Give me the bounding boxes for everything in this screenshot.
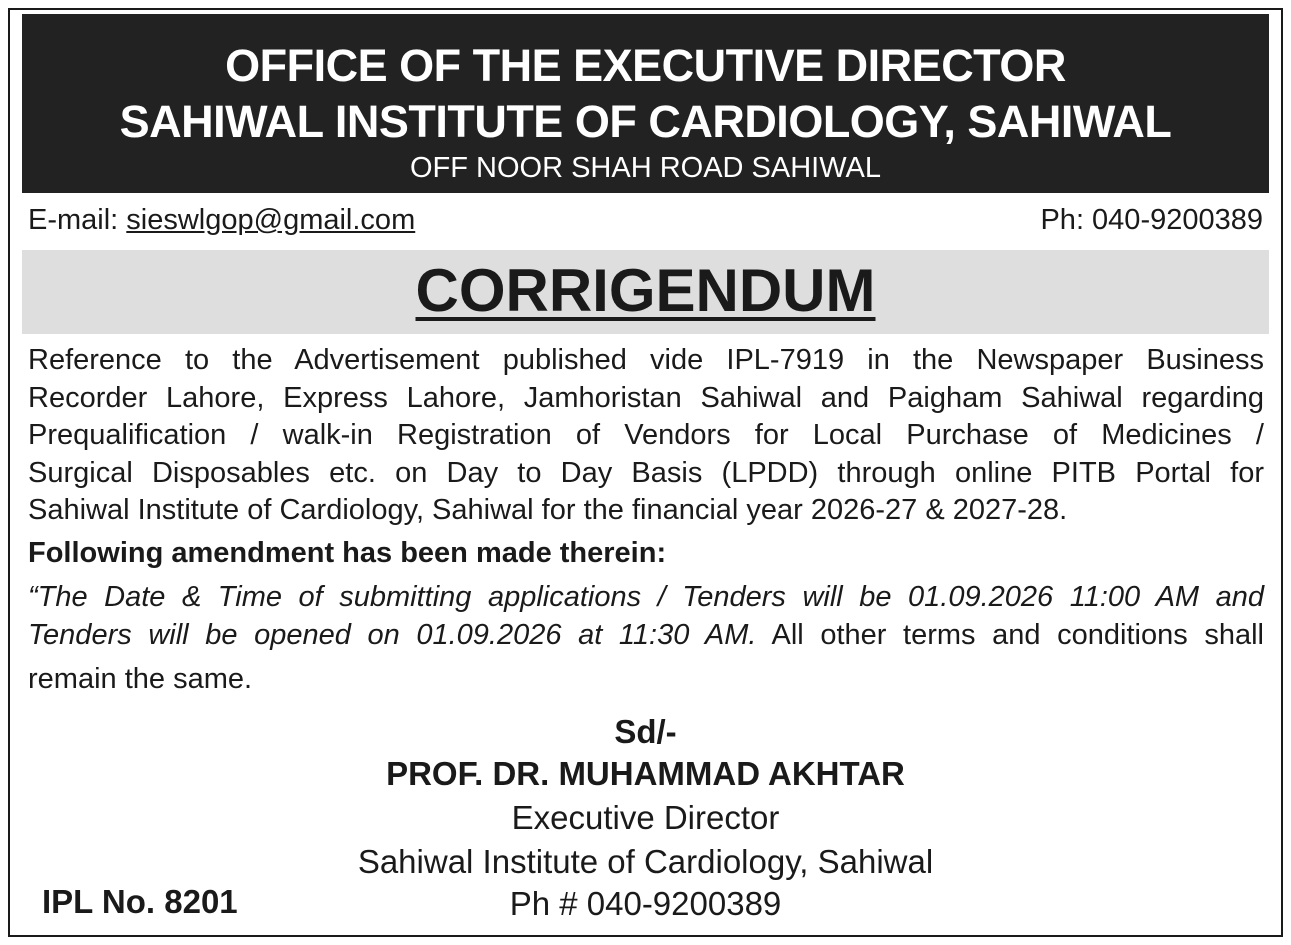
amendment-opening-italic: Tenders will be opened on 01.09.2026 at 11:30 AM.: [28, 619, 757, 651]
paragraph-line: Recorder Lahore, Express Lahore, Jamhoristan Sahiwal and Paigham Sahiwal regarding: [28, 381, 1264, 414]
header-address: OFF NOOR SHAH ROAD SAHIWAL: [409, 152, 882, 184]
signatory-title: Executive Director: [511, 799, 780, 836]
amendment-heading: Following amendment has been made therein:: [28, 537, 667, 569]
ipl-number: IPL No. 8201: [42, 883, 238, 920]
signatory-institute: Sahiwal Institute of Cardiology, Sahiwal: [357, 843, 934, 880]
paragraph-line: Prequalification / walk-in Registration of Vendors for Local Purchase of Medicines /: [28, 419, 1264, 451]
email-label: E-mail:: [28, 204, 127, 236]
email-info: [28, 202, 415, 238]
paragraph-line: Sahiwal Institute of Cardiology, Sahiwal for the financial year 2026-27 & 2027-28.: [28, 494, 1068, 526]
reference-paragraph: [28, 342, 1264, 530]
corrigendum-title: CORRIGENDUM: [415, 257, 876, 324]
paragraph-line: Surgical Disposables etc. on Day to Day Basis (LPDD) through online PITB Portal for: [28, 456, 1264, 489]
header-office-title: OFFICE OF THE EXECUTIVE DIRECTOR: [225, 40, 1066, 91]
header-institute-title: SAHIWAL INSTITUTE OF CARDIOLOGY, SAHIWAL: [119, 96, 1172, 147]
amendment-line-1: “The Date & Time of submitting applications / Tenders will be 01.09.2026 11:00 AM and: [28, 581, 1264, 613]
amendment-terms-text: All other terms and conditions shall: [756, 619, 1264, 651]
header-banner: [22, 14, 1269, 193]
amendment-line-2: [28, 616, 1264, 654]
contact-row: [28, 202, 1263, 238]
amendment-text: [28, 578, 1264, 698]
signatory-name: PROF. DR. MUHAMMAD AKHTAR: [386, 755, 905, 792]
phone-info: Ph: 040-9200389: [1040, 204, 1263, 236]
paragraph-line: Reference to the Advertisement published vide IPL-7919 in the Newspaper Business: [28, 344, 1264, 376]
signature-sd: Sd/-: [614, 713, 677, 750]
email-link[interactable]: sieswlgop@gmail.com: [126, 204, 416, 236]
signatory-phone: Ph # 040-9200389: [509, 885, 782, 922]
corrigendum-banner: [22, 250, 1269, 334]
amendment-line-3: remain the same.: [28, 663, 253, 695]
